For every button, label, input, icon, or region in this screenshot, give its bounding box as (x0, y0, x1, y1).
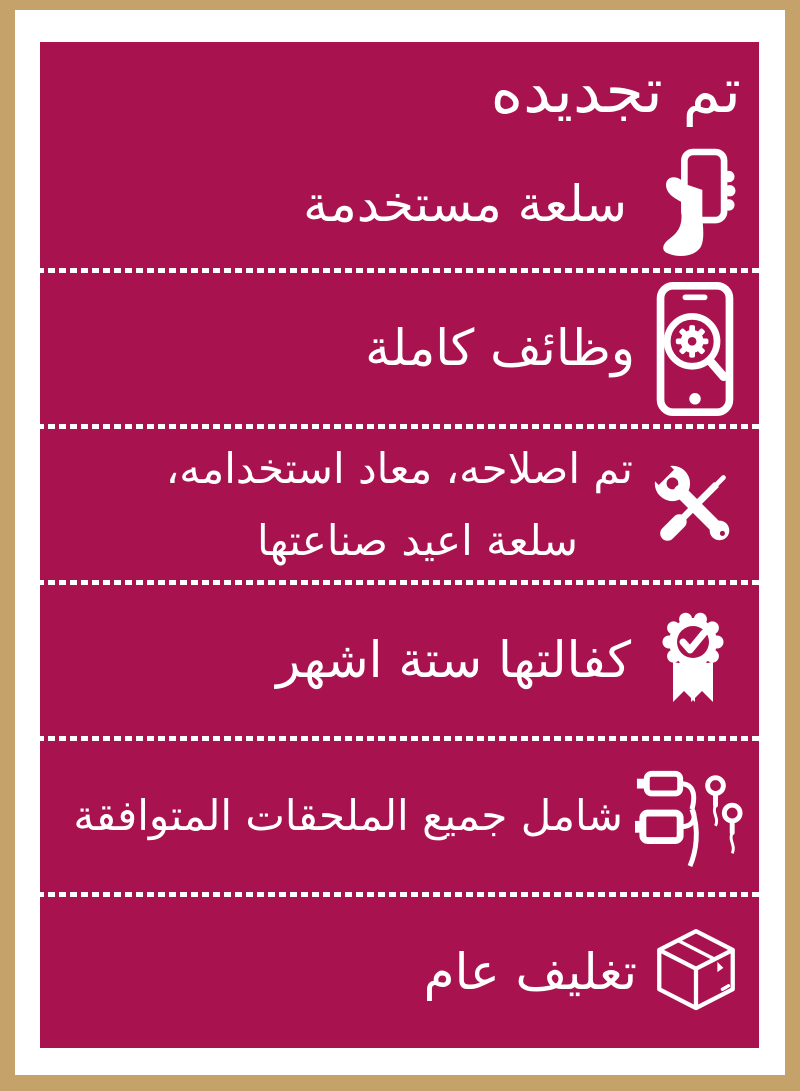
package-box-icon (649, 923, 743, 1023)
repair-tools-icon (645, 456, 743, 554)
feature-label: تغليف عام (423, 943, 637, 1002)
feature-label-line2: سلعة اعيد صناعتها (256, 515, 578, 565)
phone-inspection-icon (647, 282, 743, 416)
white-mat (15, 10, 785, 1075)
feature-label: وظائف كاملة (365, 319, 635, 378)
feature-label-line1: تم اصلاحه، معاد استخدامه، (165, 444, 633, 494)
warranty-badge-icon (643, 605, 743, 717)
refurbished-info-card (40, 42, 759, 1048)
feature-label (166, 433, 633, 576)
feature-full-functions (40, 273, 759, 424)
feature-label: شامل جميع الملحقات المتوافقة (73, 791, 623, 841)
feature-generic-packaging (40, 897, 759, 1048)
accessories-cables-earbuds-icon (635, 761, 743, 873)
feature-label: كفالتها ستة اشهر (276, 631, 631, 690)
feature-includes-accessories (40, 741, 759, 892)
feature-used-item (40, 140, 759, 268)
hand-holding-phone-icon (639, 145, 743, 263)
feature-label: سلعة مستخدمة (303, 174, 627, 233)
feature-warranty-six-months (40, 585, 759, 736)
card-title: تم تجديده (490, 53, 741, 127)
feature-repaired-remanufactured (40, 429, 759, 580)
